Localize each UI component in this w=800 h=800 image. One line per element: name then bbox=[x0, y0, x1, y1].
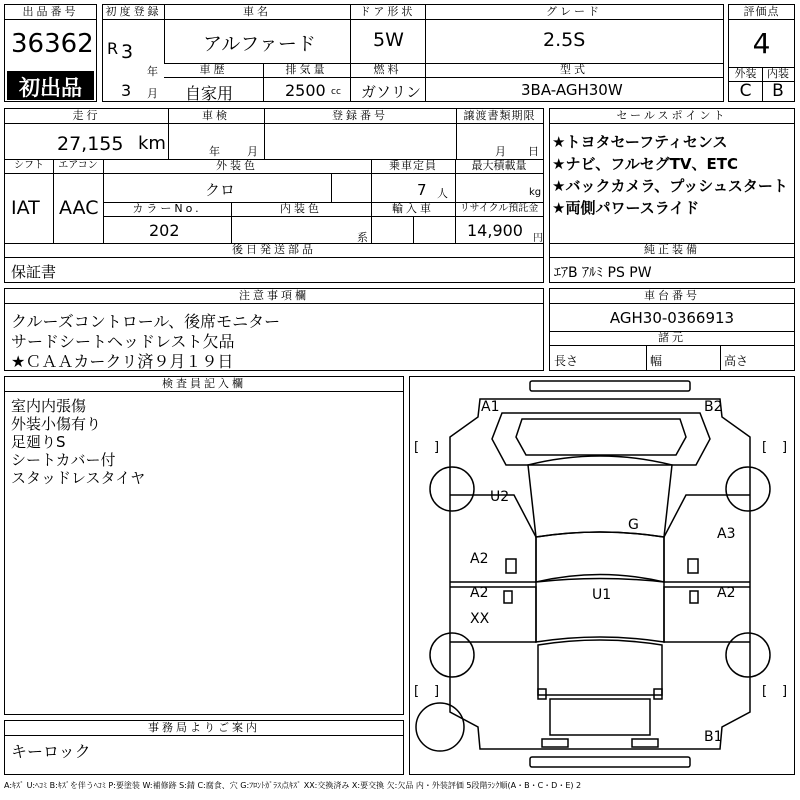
door-type-label: ドア形状 bbox=[350, 5, 425, 20]
damage-mark-xx: XX bbox=[470, 611, 490, 627]
lot-number-box bbox=[4, 4, 97, 102]
shift-label: シフト bbox=[5, 159, 53, 174]
chassis-box bbox=[549, 288, 795, 371]
capacity: 7 bbox=[417, 181, 427, 199]
inspector-line-4: シートカバー付 bbox=[11, 451, 116, 469]
car-name-label: 車名 bbox=[164, 5, 350, 20]
year-unit: 年 bbox=[147, 65, 158, 78]
damage-mark-g: G bbox=[628, 517, 639, 533]
exterior-grade: C bbox=[739, 81, 752, 101]
notes-box bbox=[4, 288, 544, 371]
sales-point-1: ★トヨタセーフティセンス bbox=[552, 133, 728, 151]
model-label: 型式 bbox=[425, 63, 723, 78]
capacity-unit: 人 bbox=[437, 187, 448, 200]
ac: AAC bbox=[59, 197, 99, 219]
fuel-label: 燃料 bbox=[350, 63, 425, 78]
inspection-year-unit: 年 bbox=[209, 145, 220, 158]
fuel: ガソリン bbox=[361, 83, 422, 101]
length-label: 長さ bbox=[554, 354, 579, 368]
score-box bbox=[728, 4, 795, 102]
sales-point-3: ★バックカメラ、プッシュスタート bbox=[552, 177, 788, 195]
transfer-month-unit: 月 bbox=[495, 145, 506, 158]
inspector-line-1: 室内内張傷 bbox=[11, 397, 87, 415]
first-reg-year: 3 bbox=[121, 41, 134, 63]
max-load-label: 最大積載量 bbox=[455, 159, 543, 174]
height-label: 高さ bbox=[724, 354, 749, 368]
inspector-line-2: 外装小傷有り bbox=[11, 415, 102, 433]
damage-mark-a2-left-lower: A2 bbox=[470, 585, 489, 601]
legend-footer: A:ｷｽﾞ U:ﾍｺﾐ B:ｷｽﾞを伴うﾍｺﾐ P:要塗装 W:補修跡 S:錆 C:腐食、穴 G:ﾌﾛﾝﾄｶﾞﾗｽ点ｷｽﾞ XX:交換済み X:要交換 欠:欠品 内・外装評価 5段階ﾗﾝｸ順(A・B・C・D・E) 2 bbox=[4, 781, 582, 790]
inspector-box bbox=[4, 376, 404, 715]
svg-text:]: ] bbox=[434, 440, 440, 455]
svg-text:]: ] bbox=[434, 684, 440, 699]
mileage-unit: km bbox=[138, 133, 166, 154]
damage-mark-b1: B1 bbox=[704, 729, 723, 745]
month-unit: 月 bbox=[147, 87, 158, 100]
first-reg-month: 3 bbox=[121, 81, 132, 100]
svg-text:[: [ bbox=[414, 684, 420, 699]
recycle: 14,900 bbox=[467, 221, 523, 240]
dims-label: 諸元 bbox=[550, 331, 794, 346]
ext-color-label: 外装色 bbox=[103, 159, 371, 174]
svg-text:[: [ bbox=[414, 440, 420, 455]
mileage: 27,155 bbox=[57, 133, 124, 155]
interior-grade: B bbox=[772, 81, 784, 101]
score-label: 評価点 bbox=[729, 5, 794, 20]
grade-label: グレード bbox=[425, 5, 723, 20]
displacement: 2500 bbox=[285, 81, 326, 100]
office-box bbox=[4, 720, 404, 775]
history-label: 車歴 bbox=[164, 63, 263, 78]
sales-points-label: セールスポイント bbox=[550, 109, 794, 124]
damage-mark-a2-right: A2 bbox=[717, 585, 736, 601]
ac-label: エアコン bbox=[53, 159, 103, 174]
sales-points-box bbox=[549, 108, 795, 283]
chassis-number: AGH30-0366913 bbox=[609, 309, 735, 327]
exterior-grade-label: 外装 bbox=[729, 67, 762, 82]
color-no: 202 bbox=[149, 221, 180, 240]
recycle-unit: 円 bbox=[533, 233, 543, 244]
transfer-label: 譲渡書類期限 bbox=[456, 109, 543, 124]
chassis-label: 車台番号 bbox=[550, 289, 794, 304]
inspector-line-3: 足廻りS bbox=[11, 433, 66, 451]
equipment: ｴｱB ｱﾙﾐ PS PW bbox=[554, 265, 652, 281]
damage-mark-u2: U2 bbox=[490, 489, 510, 505]
office-note: キーロック bbox=[11, 742, 91, 761]
sales-point-2: ★ナビ、フルセグTV、ETC bbox=[552, 155, 739, 173]
ext-color: クロ bbox=[205, 181, 236, 199]
color-no-label: カラーNo. bbox=[103, 202, 231, 217]
inspector-line-5: スタッドレスタイヤ bbox=[11, 469, 146, 487]
displacement-label: 排気量 bbox=[263, 63, 350, 78]
car-name: アルファード bbox=[203, 33, 316, 55]
car-diagram bbox=[410, 377, 794, 774]
recycle-label: リサイクル預託金 bbox=[455, 202, 543, 217]
inspection-month-unit: 月 bbox=[247, 145, 258, 158]
notes-label: 注意事項欄 bbox=[5, 289, 543, 304]
notes-line-1: クルーズコントロール、後席モニター bbox=[11, 312, 281, 331]
inspector-label: 検査員記入欄 bbox=[5, 377, 403, 392]
door-type: 5W bbox=[373, 29, 404, 51]
transfer-day-unit: 日 bbox=[528, 145, 539, 158]
width-label: 幅 bbox=[650, 354, 663, 368]
office-label: 事務局よりご案内 bbox=[5, 721, 403, 736]
header-main-box bbox=[102, 4, 724, 102]
svg-text:[: [ bbox=[762, 684, 768, 699]
interior-grade-label: 内装 bbox=[762, 67, 794, 82]
int-color-label: 内装色 bbox=[231, 202, 371, 217]
inspection-label: 車検 bbox=[168, 109, 264, 124]
displacement-unit: cc bbox=[331, 87, 341, 97]
first-reg-label: 初度登録 bbox=[103, 5, 164, 20]
era-mark: R bbox=[107, 39, 119, 58]
lot-number-label: 出品番号 bbox=[5, 5, 96, 20]
shift: IAT bbox=[11, 197, 40, 219]
notes-line-3: ★ＣＡＡカークリ済９月１９日 bbox=[11, 352, 234, 371]
first-listing-text: 初出品 bbox=[19, 76, 82, 100]
damage-mark-u1: U1 bbox=[592, 587, 612, 603]
lot-number: 36362 bbox=[11, 29, 94, 59]
model: 3BA-AGH30W bbox=[521, 81, 623, 99]
docs-label: 後日発送部品 bbox=[5, 243, 543, 258]
int-color-unit: 系 bbox=[357, 231, 368, 244]
svg-text:]: ] bbox=[782, 684, 788, 699]
svg-text:[: [ bbox=[762, 440, 768, 455]
damage-diagram-box bbox=[409, 376, 795, 775]
damage-mark-a1: A1 bbox=[481, 399, 500, 415]
score: 4 bbox=[752, 27, 771, 60]
mileage-label: 走行 bbox=[5, 109, 168, 124]
svg-text:]: ] bbox=[782, 440, 788, 455]
equipment-label: 純正装備 bbox=[550, 243, 794, 258]
grade: 2.5S bbox=[543, 29, 586, 51]
docs: 保証書 bbox=[11, 263, 57, 281]
damage-mark-b2: B2 bbox=[704, 399, 723, 415]
reg-number-label: 登録番号 bbox=[264, 109, 456, 124]
capacity-label: 乗車定員 bbox=[371, 159, 455, 174]
damage-mark-a2-left-upper: A2 bbox=[470, 551, 489, 567]
sales-point-4: ★両側パワースライド bbox=[552, 199, 700, 217]
notes-line-2: サードシートヘッドレスト欠品 bbox=[11, 332, 235, 351]
damage-mark-a3: A3 bbox=[717, 526, 736, 542]
specs-box bbox=[4, 108, 544, 283]
history: 自家用 bbox=[185, 84, 234, 103]
import-label: 輸入車 bbox=[371, 202, 455, 217]
max-load-unit: kg bbox=[529, 187, 542, 198]
